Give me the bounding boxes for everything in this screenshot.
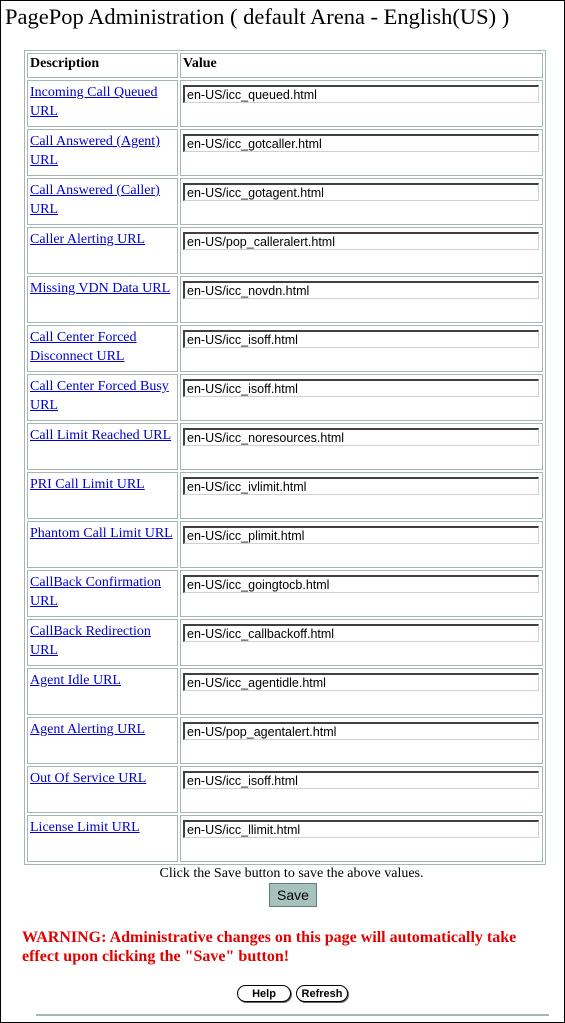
- description-cell: [27, 521, 178, 568]
- column-header-value: Value: [180, 53, 543, 78]
- description-cell: [27, 570, 178, 617]
- description-cell: [27, 276, 178, 323]
- table-row: [27, 570, 543, 617]
- value-cell: [180, 472, 543, 519]
- url-input[interactable]: [183, 624, 539, 642]
- description-link[interactable]: Call Answered (Caller) URL: [30, 183, 160, 217]
- table-row: [27, 423, 543, 470]
- description-cell: [27, 766, 178, 813]
- description-link[interactable]: Call Center Forced Disconnect URL: [30, 330, 137, 364]
- value-cell: [180, 129, 543, 176]
- value-cell: [180, 178, 543, 225]
- url-input[interactable]: [183, 134, 539, 152]
- description-link[interactable]: Missing VDN Data URL: [30, 281, 171, 296]
- settings-table: [24, 50, 546, 865]
- description-link[interactable]: Agent Alerting URL: [30, 722, 146, 737]
- url-input[interactable]: [183, 85, 539, 103]
- table-row: [27, 276, 543, 323]
- description-cell: [27, 472, 178, 519]
- table-row: [27, 227, 543, 274]
- value-cell: [180, 325, 543, 372]
- table-row: [27, 129, 543, 176]
- url-input[interactable]: [183, 477, 539, 495]
- url-input[interactable]: [183, 428, 539, 446]
- table-row: [27, 619, 543, 666]
- table-row: [27, 472, 543, 519]
- table-row: [27, 178, 543, 225]
- url-input[interactable]: [183, 330, 539, 348]
- description-link[interactable]: Call Center Forced Busy URL: [30, 379, 169, 413]
- column-header-description: Description: [27, 53, 178, 78]
- table-row: [27, 766, 543, 813]
- value-cell: [180, 276, 543, 323]
- description-cell: [27, 129, 178, 176]
- table-row: [27, 374, 543, 421]
- description-link[interactable]: CallBack Redirection URL: [30, 624, 151, 658]
- url-input[interactable]: [183, 281, 539, 299]
- url-input[interactable]: [183, 820, 539, 838]
- description-link[interactable]: Out Of Service URL: [30, 771, 147, 786]
- table-header-row: [27, 53, 543, 78]
- description-link[interactable]: Incoming Call Queued URL: [30, 85, 158, 119]
- url-input[interactable]: [183, 575, 539, 593]
- help-button[interactable]: Help: [237, 985, 291, 1002]
- url-input[interactable]: [183, 183, 539, 201]
- description-cell: [27, 717, 178, 764]
- url-input[interactable]: [183, 379, 539, 397]
- save-instructions: Click the Save button to save the above values.: [159, 866, 424, 881]
- value-cell: [180, 766, 543, 813]
- url-input[interactable]: [183, 771, 539, 789]
- value-cell: [180, 423, 543, 470]
- value-cell: [180, 80, 543, 127]
- description-cell: [27, 619, 178, 666]
- description-cell: [27, 227, 178, 274]
- value-cell: [180, 227, 543, 274]
- url-input[interactable]: [183, 232, 539, 250]
- description-cell: [27, 178, 178, 225]
- description-link[interactable]: CallBack Confirmation URL: [30, 575, 162, 609]
- description-link[interactable]: Call Limit Reached URL: [30, 428, 172, 443]
- description-cell: [27, 815, 178, 862]
- table-row: [27, 815, 543, 862]
- table-row: [27, 80, 543, 127]
- description-link[interactable]: Phantom Call Limit URL: [30, 526, 173, 541]
- bottom-divider: [36, 1014, 549, 1016]
- description-link[interactable]: PRI Call Limit URL: [30, 477, 145, 492]
- table-row: [27, 668, 543, 715]
- description-link[interactable]: Caller Alerting URL: [30, 232, 146, 247]
- value-cell: [180, 815, 543, 862]
- description-cell: [27, 423, 178, 470]
- url-input[interactable]: [183, 526, 539, 544]
- description-link[interactable]: License Limit URL: [30, 820, 140, 835]
- url-input[interactable]: [183, 722, 539, 740]
- table-row: [27, 521, 543, 568]
- value-cell: [180, 668, 543, 715]
- description-link[interactable]: Agent Idle URL: [30, 673, 121, 688]
- value-cell: [180, 570, 543, 617]
- table-row: [27, 325, 543, 372]
- description-cell: [27, 668, 178, 715]
- table-row: [27, 717, 543, 764]
- description-cell: [27, 80, 178, 127]
- page-title: PagePop Administration ( default Arena - English(US) ): [5, 4, 510, 29]
- value-cell: [180, 521, 543, 568]
- warning-message: WARNING: Administrative changes on this page will automatically take effect upon clicking the "Save" button!: [22, 929, 517, 965]
- description-link[interactable]: Call Answered (Agent) URL: [30, 134, 160, 168]
- description-cell: [27, 374, 178, 421]
- value-cell: [180, 717, 543, 764]
- url-input[interactable]: [183, 673, 539, 691]
- value-cell: [180, 374, 543, 421]
- value-cell: [180, 619, 543, 666]
- description-cell: [27, 325, 178, 372]
- refresh-button[interactable]: Refresh: [296, 985, 348, 1002]
- save-button[interactable]: Save: [269, 883, 317, 907]
